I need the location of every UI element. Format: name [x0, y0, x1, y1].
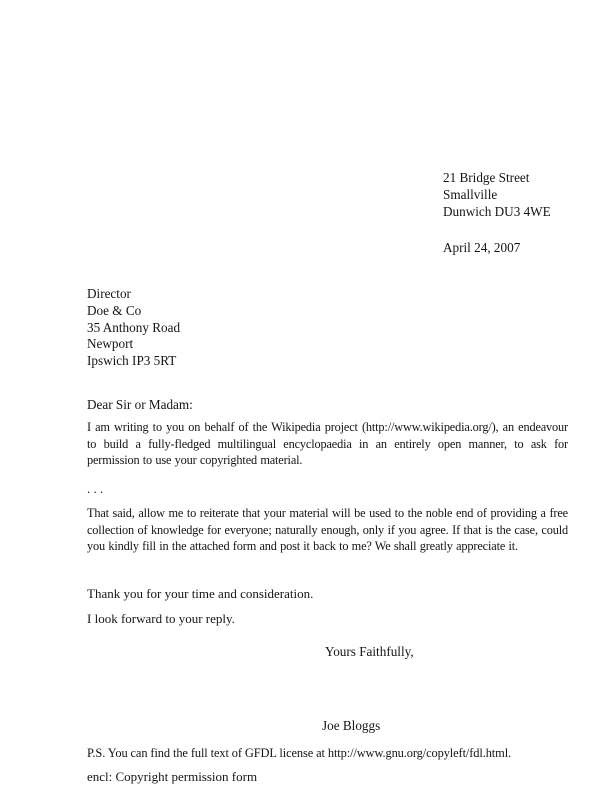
paragraph-reiterate: That said, allow me to reiterate that your material will be used to the noble end of providing a free collection of knowledge for everyone; naturally enough, only if you agree. If that is the case, could you kindly fill in the attached form and post it back to me? We shall greatly appreciate it. — [87, 506, 568, 554]
paragraph-intro: I am writing to you on behalf of the Wikipedia project (http://www.wikipedia.org/), an endeavour to build a fully-fledged multilingual encyclopaedia in an entirely open manner, to ask for permission to use your copyrighted material. — [87, 420, 568, 468]
enclosure-note: encl: Copyright permission form — [87, 769, 258, 784]
sender-address-line: Smallville — [443, 186, 498, 202]
salutation: Dear Sir or Madam: — [87, 397, 193, 412]
paragraph-reply: I look forward to your reply. — [87, 611, 235, 626]
signature-name: Joe Bloggs — [322, 718, 381, 733]
letter-date: April 24, 2007 — [443, 240, 521, 255]
recipient-address-line: Doe & Co — [87, 302, 142, 318]
recipient-address-line: Ipswich IP3 5RT — [87, 353, 177, 369]
sender-address-line: Dunwich DU3 4WE — [443, 203, 551, 219]
paragraph-thanks: Thank you for your time and consideration. — [87, 586, 314, 601]
sender-address — [443, 170, 551, 220]
recipient-address-line: 35 Anthony Road — [87, 319, 181, 335]
sender-address-line: 21 Bridge Street — [443, 170, 530, 185]
recipient-address-line: Newport — [87, 336, 134, 352]
closing-valediction: Yours Faithfully, — [325, 644, 414, 659]
recipient-address — [87, 286, 180, 370]
postscript: P.S. You can find the full text of GFDL license at http://www.gnu.org/copyleft/fdl.html. — [87, 746, 512, 760]
paragraph-ellipsis: . . . — [87, 481, 104, 496]
recipient-address-line: Director — [87, 286, 131, 301]
